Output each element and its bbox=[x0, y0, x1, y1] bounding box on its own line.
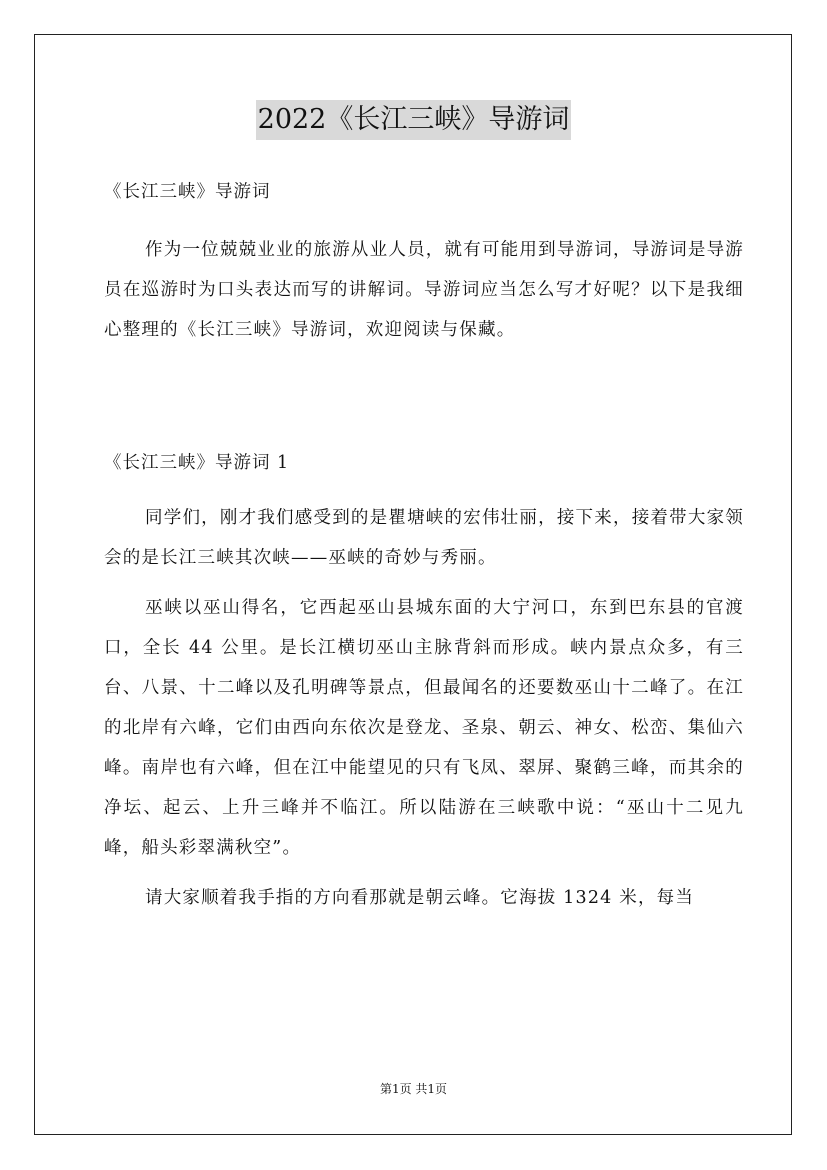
intro-paragraph: 作为一位兢兢业业的旅游从业人员，就有可能用到导游词，导游词是导游员在巡游时为口头表达而写的讲解词。导游词应当怎么写才好呢？以下是我细心整理的《长江三峡》导游词，欢迎阅读与保藏。 bbox=[104, 240, 744, 340]
page-footer: 第1页 共1页 bbox=[379, 1082, 448, 1096]
body-paragraph-3: 请大家顺着我手指的方向看那就是朝云峰。它海拔 1324 米，每当 bbox=[145, 888, 695, 908]
intro-block bbox=[104, 230, 744, 350]
section-heading: 《长江三峡》导游词 1 bbox=[104, 453, 290, 473]
document-subtitle: 《长江三峡》导游词 bbox=[104, 182, 271, 202]
title-container bbox=[0, 100, 827, 140]
body-block bbox=[104, 498, 744, 918]
body-paragraph-2: 巫峡以巫山得名，它西起巫山县城东面的大宁河口，东到巴东县的官渡口，全长 44 公里。是长江横切巫山主脉背斜而形成。峡内景点众多，有三台、八景、十二峰以及孔明碑等景点，但最闻名的还要数巫山十二峰了。在江的北岸有六峰，它们由西向东依次是登龙、圣泉、朝云、神女、松峦、集仙六峰。南岸也有六峰，但在江中能望见的只有飞凤、翠屏、聚鹤三峰，而其余的净坛、起云、上升三峰并不临江。所以陆游在三峡歌中说：“巫山十二见九峰，船头彩翠满秋空”。 bbox=[104, 598, 744, 858]
body-paragraph-1: 同学们，刚才我们感受到的是瞿塘峡的宏伟壮丽，接下来，接着带大家领会的是长江三峡其次峡——巫峡的奇妙与秀丽。 bbox=[104, 508, 744, 568]
document-title: 2022《长江三峡》导游词 bbox=[256, 100, 572, 140]
